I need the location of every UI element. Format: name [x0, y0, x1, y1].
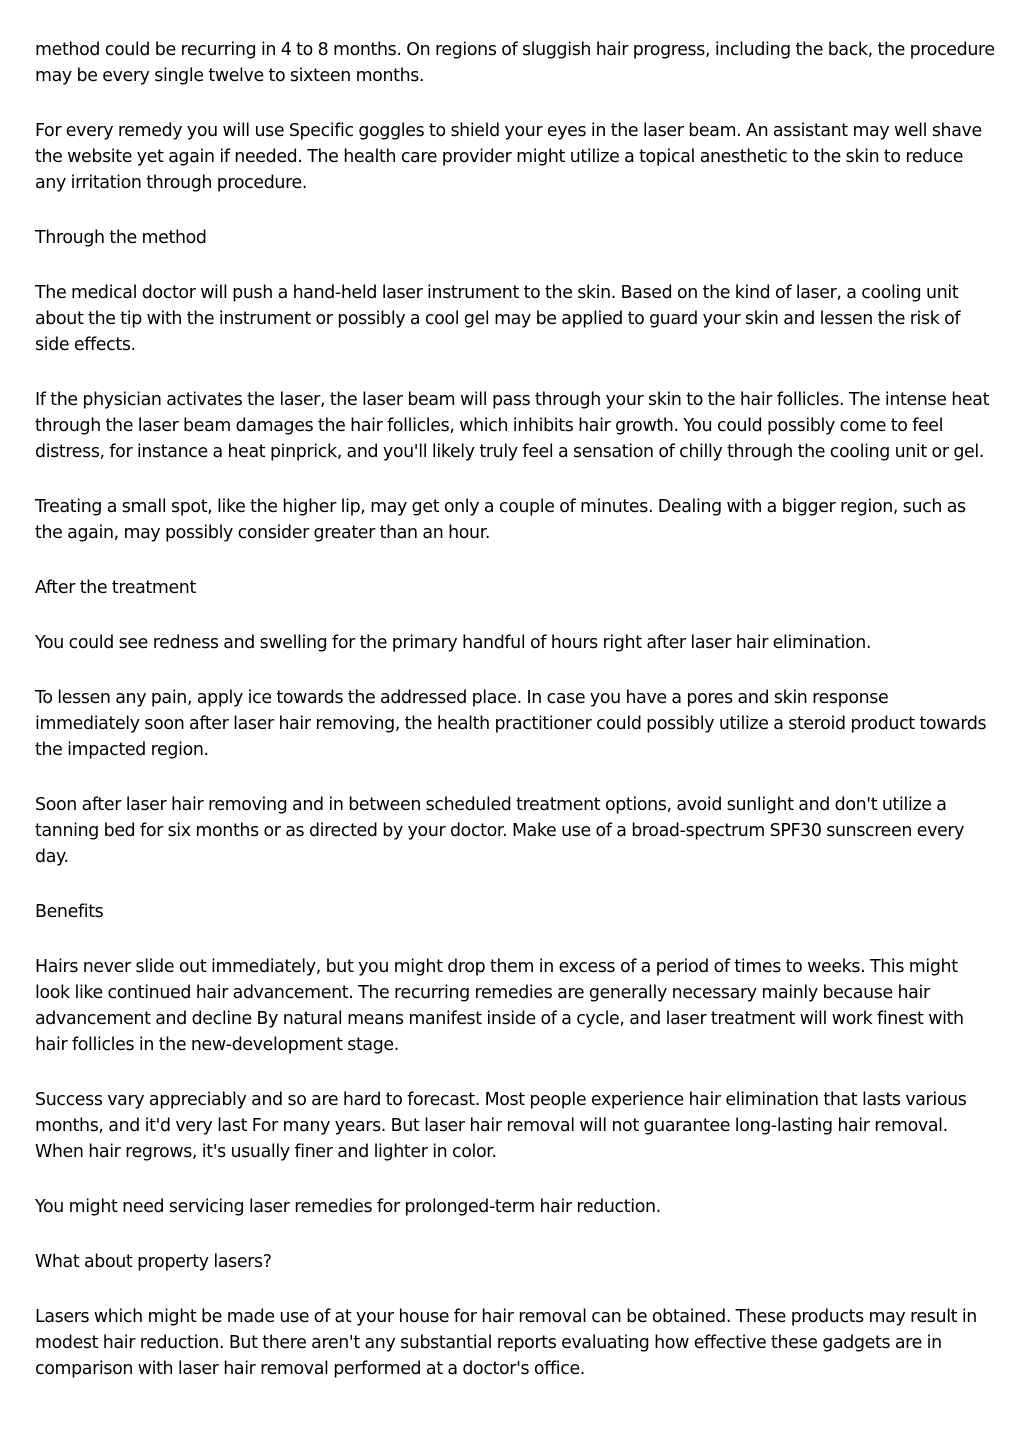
- paragraph-maintenance: You might need servicing laser remedies for prolonged-term hair reduction.: [35, 1197, 661, 1217]
- section-heading-benefits: Benefits: [35, 902, 104, 922]
- section-heading-through-the-method: Through the method: [35, 228, 207, 248]
- paragraph-hair-shedding: Hairs never slide out immediately, but you might drop them in excess of a period of times to weeks. This might look like continued hair advancement. The recurring remedies are generally necessary mainly because hair advancement and decline By natural means manifest inside of a cycle, and laser treatment will work finest with hair follicles in the new-development stage.: [35, 957, 964, 1055]
- section-heading-after-the-treatment: After the treatment: [35, 578, 196, 598]
- paragraph-redness: You could see redness and swelling for the primary handful of hours right after laser hair elimination.: [35, 633, 872, 653]
- paragraph-pain-relief: To lessen any pain, apply ice towards the addressed place. In case you have a pores and skin response immediately soon after laser hair removing, the health practitioner could possibly utilize a steroid product towards the impacted region.: [35, 688, 987, 760]
- paragraph-treatment-duration: Treating a small spot, like the higher lip, may get only a couple of minutes. Dealing with a bigger region, such as the again, may possibly consider greater than an hour.: [35, 497, 966, 543]
- paragraph-sun-avoidance: Soon after laser hair removing and in between scheduled treatment options, avoid sunlight and don't utilize a tanning bed for six months or as directed by your doctor. Make use of a broad-spectrum SPF30 sunscreen every day.: [35, 795, 965, 867]
- paragraph-continuation: method could be recurring in 4 to 8 months. On regions of sluggish hair progress, including the back, the procedure may be every single twelve to sixteen months.: [35, 40, 995, 86]
- paragraph-laser-activation: If the physician activates the laser, the laser beam will pass through your skin to the hair follicles. The intense heat through the laser beam damages the hair follicles, which inhibits hair growth. You could possibly come to feel distress, for instance a heat pinprick, and you'll likely truly feel a sensation of chilly through the cooling unit or gel.: [35, 390, 990, 462]
- document-body: [35, 37, 995, 1411]
- paragraph-home-lasers: Lasers which might be made use of at your house for hair removal can be obtained. These products may result in modest hair reduction. But there aren't any substantial reports evaluating how effective these gadgets are in comparison with laser hair removal performed at a doctor's office.: [35, 1307, 977, 1379]
- paragraph-goggles: For every remedy you will use Specific goggles to shield your eyes in the laser beam. An assistant may well shave the website yet again if needed. The health care provider might utilize a topical anesthetic to the skin to reduce any irritation through procedure.: [35, 121, 982, 193]
- paragraph-results: Success vary appreciably and so are hard to forecast. Most people experience hair elimination that lasts various months, and it'd very last For many years. But laser hair removal will not guarantee long-lasting hair removal. When hair regrows, it's usually finer and lighter in color.: [35, 1090, 967, 1162]
- section-heading-home-lasers: What about property lasers?: [35, 1252, 272, 1272]
- paragraph-laser-instrument: The medical doctor will push a hand-held laser instrument to the skin. Based on the kind of laser, a cooling unit about the tip with the instrument or possibly a cool gel may be applied to guard your skin and lessen the risk of side effects.: [35, 283, 961, 355]
